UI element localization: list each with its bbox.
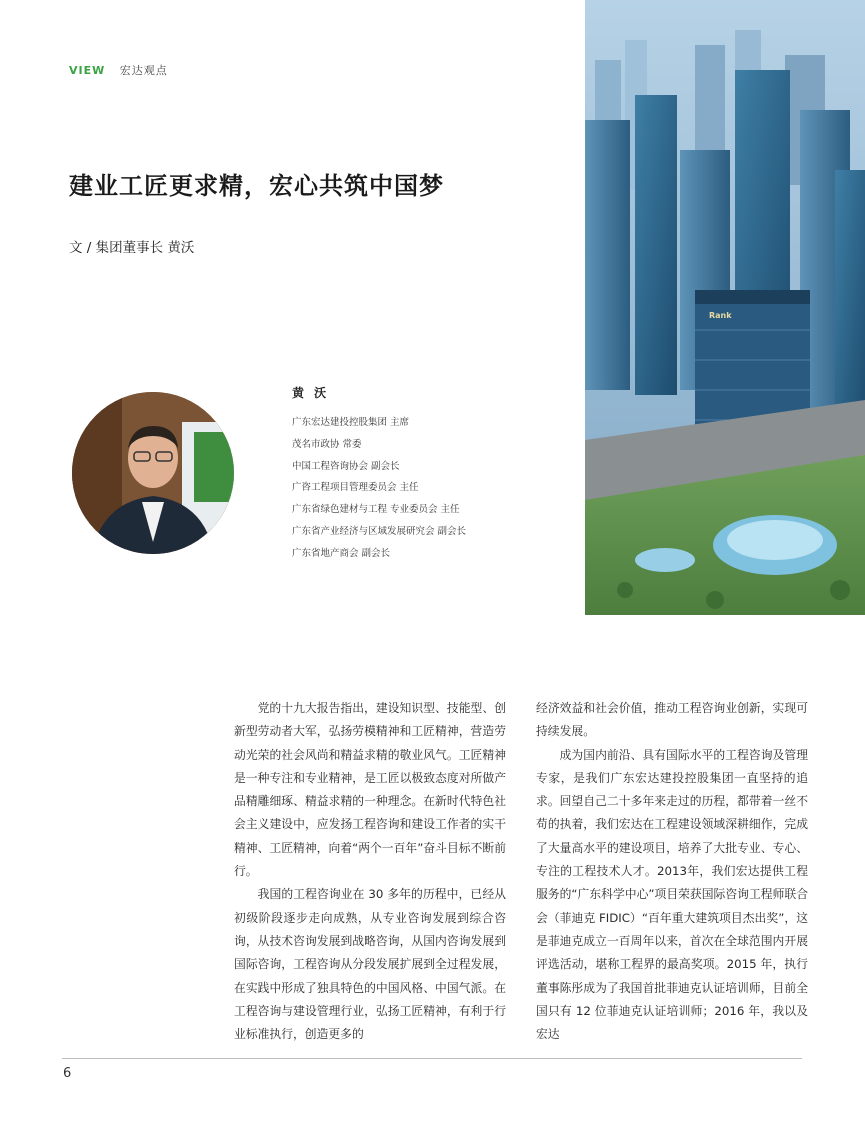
profile-role: 广咨工程项目管理委员会 主任: [292, 482, 419, 494]
article-title: 建业工匠更求精，宏心共筑中国梦: [69, 172, 444, 200]
portrait-illustration: [72, 392, 234, 554]
body-column-left: [234, 697, 506, 1046]
page-number: 6: [63, 1066, 72, 1081]
section-tag-en: VIEW: [69, 64, 106, 77]
body-paragraph-continued: 经济效益和社会价值，推动工程咨询业创新，实现可持续发展。: [536, 701, 808, 739]
profile-role: 广东省产业经济与区域发展研究会 副会长: [292, 525, 467, 537]
profile-role: 广东宏达建投控股集团 主席: [292, 417, 410, 428]
profile-role: 中国工程咨询协会 副会长: [292, 460, 400, 472]
profile-name: 黄 沃: [292, 386, 330, 400]
building-sign: Rank: [709, 311, 732, 320]
profile-roles: [292, 412, 466, 565]
body-paragraph: 党的十九大报告指出，建设知识型、技能型、创新型劳动者大军，弘扬劳模精神和工匠精神，营造劳动光荣的社会风尚和精益求精的敬业风气。工匠精神是一种专注和专业精神，是工匠以极致态度对所做产品精雕细琢、精益求精的一种理念。在新时代特色社会主义建设中，应发扬工程咨询和建设工作者的实干精神、工匠精神，向着“两个一百年”奋斗目标不断前行。: [234, 701, 506, 879]
body-paragraph: 我国的工程咨询业在 30 多年的历程中，已经从初级阶段逐步走向成熟，从专业咨询发展到综合咨询，从技术咨询发展到战略咨询，从国内咨询发展到国际咨询，工程咨询从分段发展扩展到全过程发展，在实践中形成了独具特色的中国风格、中国气派。在工程咨询与建设管理行业，弘扬工匠精神，有利于行业标准执行，创造更多的: [234, 887, 506, 1042]
author-portrait: [72, 392, 234, 554]
section-tag-cn: 宏达观点: [119, 64, 168, 77]
city-aerial-image: [585, 0, 865, 615]
body-column-right: [536, 697, 808, 1046]
body-paragraph: 成为国内前沿、具有国际水平的工程咨询及管理专家，是我们广东宏达建投控股集团一直坚持的追求。回望自己二十多年来走过的历程，都带着一丝不苟的执着，我们宏达在工程建设领域深耕细作，完成了大量高水平的建设项目，培养了大批专业、专心、专注的工程技术人才。2013年，我们宏达提供工程服务的“广东科学中心”项目荣获国际咨询工程师联合会（菲迪克 FIDIC）“百年重大建筑项目杰出奖”，这是菲迪克成立一百周年以来，首次在全球范围内开展评选活动，堪称工程界的最高奖项。2015 年，执行董事陈彤成为了我国首批菲迪克认证培训师，目前全国只有 12 位菲迪克认证培训师；2016 年，我以及宏达: [536, 747, 808, 1042]
footer-divider: [62, 1058, 802, 1059]
section-tag: [69, 62, 168, 78]
city-illustration: [585, 0, 865, 615]
byline: 文 / 集团董事长 黄沃: [69, 240, 195, 256]
profile-role: 广东省地产商会 副会长: [292, 547, 391, 559]
profile-role: 广东省绿色建材与工程 专业委员会 主任: [292, 504, 460, 516]
profile-role: 茂名市政协 常委: [292, 438, 362, 450]
